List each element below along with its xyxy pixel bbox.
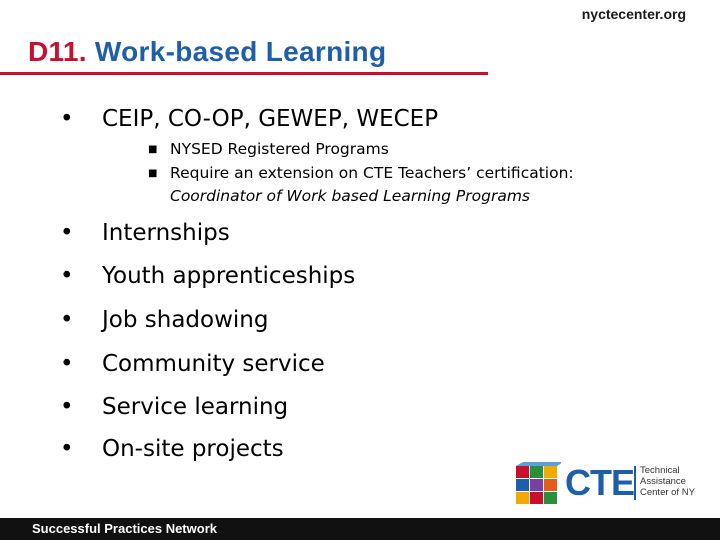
sub-bullet-text: NYSED Registered Programs [170,140,389,158]
bullet-item [60,263,355,289]
bullet-item [60,351,325,377]
sub-bullet-item [148,140,389,158]
bullet-text: Youth apprenticeships [102,263,356,289]
bullet-text: Job shadowing [102,307,269,333]
footer-bar [0,518,720,540]
bullet-item [60,436,284,462]
bullet-dot: • [60,394,74,420]
bullet-text: Service learning [102,394,289,420]
square-bullet: ■ [148,144,158,155]
sub-bullet-continuation: Coordinator of Work based Learning Programs [170,187,531,205]
logo-tagline-line: Technical [640,465,680,476]
bullet-dot: • [60,307,74,333]
title-number: D11. [28,36,87,67]
logo-tagline-line: Assistance [640,476,686,487]
cube-logo-icon [515,462,561,506]
logo-tagline [640,465,695,498]
bullet-text: Internships [102,220,230,246]
bullet-dot: • [60,106,74,132]
bullet-text: CEIP, CO-OP, GEWEP, WECEP [102,106,439,132]
square-bullet: ■ [148,168,158,179]
bullet-item [60,307,268,333]
logo-tagline-line: Center of NY [640,487,695,498]
bullet-text: Community service [102,351,325,377]
cte-logo [515,460,695,508]
logo-divider [634,466,636,500]
title-underline [0,72,488,75]
bullet-dot: • [60,220,74,246]
sub-bullet-item [148,164,574,182]
bullet-item [60,394,288,420]
bullet-dot: • [60,263,74,289]
sub-bullet-text: Require an extension on CTE Teachers’ certification: [170,164,574,182]
slide-title [28,36,386,68]
logo-wordmark: CTE [565,462,634,503]
site-url: nyctecenter.org [581,6,686,22]
bullet-dot: • [60,351,74,377]
bullet-text: On-site projects [102,436,284,462]
bullet-item [60,106,438,132]
footer-text: Successful Practices Network [32,521,217,536]
title-text: Work-based Learning [94,36,387,67]
bullet-dot: • [60,436,74,462]
bullet-item [60,220,230,246]
